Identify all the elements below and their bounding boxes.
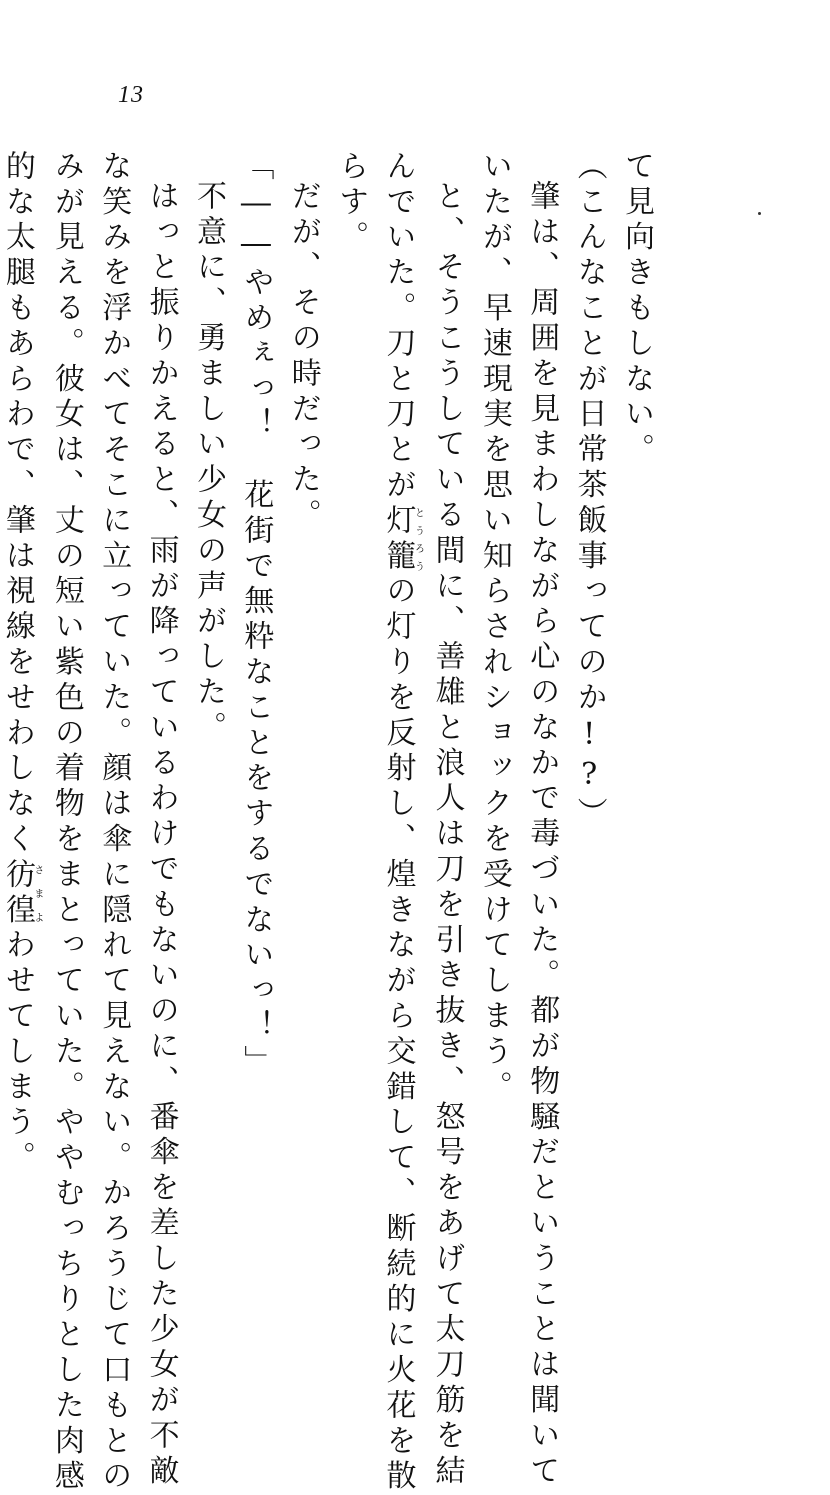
text-line-8: だが、その時だった。 xyxy=(285,180,321,534)
text-line-4: いたが、早速現実を思い知らされショックを受けてしまう。 xyxy=(476,150,512,1106)
text-line-3: 肇は、周囲を見まわしながら心のなかで毒づいた。都が物騒だということは聞いて xyxy=(524,180,560,1490)
text-line-7: らす。 xyxy=(333,150,369,257)
furigana-word: 彷徨さまよ xyxy=(0,858,43,929)
furigana-word: 灯籠とうろう xyxy=(380,504,424,575)
text-line-6: んでいた。刀と刀とが灯籠とうろうの灯りを反射し、煌きながら交錯して、断続的に火花を散 xyxy=(380,150,424,1495)
text-line-13: みが見える。彼女は、丈の短い紫色の着物をまとっていた。ややむっちりとした肉感 xyxy=(48,150,84,1495)
text-line-11: はっと振りかえると、雨が降っているわけでもないのに、番傘を差した少女が不敵 xyxy=(143,180,179,1490)
text-line-10: 不意に、勇ましい少女の声がした。 xyxy=(190,180,226,747)
page-number: 13 xyxy=(118,82,144,108)
text-line-2: （こんなことが日常茶飯事ってのか!?） xyxy=(571,150,607,833)
vertical-text-body xyxy=(0,150,660,1495)
stray-dot xyxy=(758,212,761,215)
text-line-12: な笑みを浮かべてそこに立っていた。顔は傘に隠れて見えない。かろうじて口もとの xyxy=(96,150,132,1495)
text-line-1: て見向きもしない。 xyxy=(619,150,654,469)
text-line-9: 「――やめぇっ！ 花街で無粋なことをするでないっ！」 xyxy=(238,150,274,1081)
text-line-5: と、そうこうしている間に、善雄と浪人は刀を引き抜き、怒号をあげて太刀筋を結 xyxy=(429,180,465,1490)
text-line-14: 的な太腿もあらわで、肇は視線をせわしなく彷徨さまよわせてしまう。 xyxy=(0,150,43,1177)
